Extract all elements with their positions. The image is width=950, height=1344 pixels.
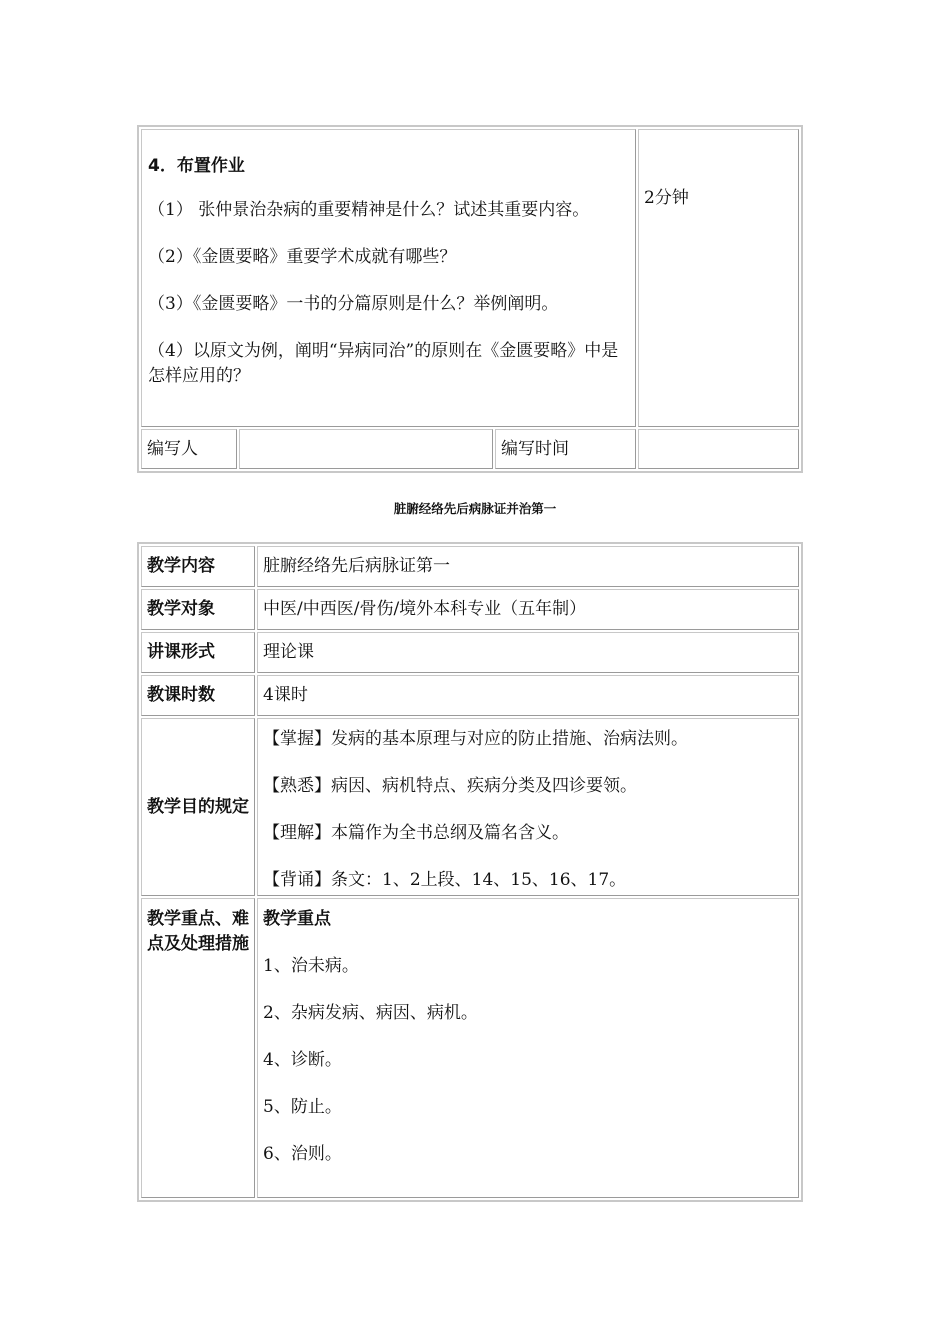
lesson-plan-table bbox=[137, 542, 803, 1202]
goal-item: 【掌握】发病的基本原理与对应的防止措施、治病法则。 bbox=[263, 729, 688, 749]
goal-value bbox=[257, 718, 799, 896]
homework-item: （3）《金匮要略》一书的分篇原则是什么？举例阐明。 bbox=[148, 294, 559, 314]
time-value bbox=[638, 429, 799, 469]
key-item: 6、治则。 bbox=[263, 1144, 342, 1164]
key-item: 4、诊断。 bbox=[263, 1050, 342, 1070]
key-item: 1、治未病。 bbox=[263, 956, 359, 976]
goal-item: 【背诵】条文：1、2上段、14、15、16、17。 bbox=[263, 870, 627, 890]
key-value bbox=[257, 898, 799, 1198]
key-label: 教学重点、难点及处理措施 bbox=[141, 898, 255, 1198]
goal-item: 【理解】本篇作为全书总纲及篇名含义。 bbox=[263, 823, 569, 843]
goal-label: 教学目的规定 bbox=[141, 718, 255, 896]
row-label: 讲课形式 bbox=[141, 632, 255, 673]
row-value: 中医/中西医/骨伤/境外本科专业（五年制） bbox=[257, 589, 799, 630]
author-value bbox=[239, 429, 493, 469]
homework-item: （2）《金匮要略》重要学术成就有哪些？ bbox=[148, 247, 457, 267]
homework-heading: 4．布置作业 bbox=[148, 156, 245, 176]
row-label: 教学对象 bbox=[141, 589, 255, 630]
row-value: 理论课 bbox=[257, 632, 799, 673]
table-row bbox=[141, 546, 799, 587]
homework-item: （1） 张仲景治杂病的重要精神是什么？试述其重要内容。 bbox=[148, 200, 590, 220]
table-row bbox=[141, 632, 799, 673]
table-row bbox=[141, 898, 799, 1198]
key-item: 2、杂病发病、病因、病机。 bbox=[263, 1003, 478, 1023]
table-row bbox=[141, 675, 799, 716]
key-item: 5、防止。 bbox=[263, 1097, 342, 1117]
row-value: 4课时 bbox=[257, 675, 799, 716]
table-row bbox=[141, 718, 799, 896]
homework-item: （4）以原文为例，阐明“异病同治”的原则在《金匮要略》中是怎样应用的？ bbox=[148, 341, 619, 386]
table-row bbox=[141, 589, 799, 630]
author-label: 编写人 bbox=[141, 429, 237, 469]
section-title: 脏腑经络先后病脉证并治第一 bbox=[393, 501, 557, 516]
time-label: 编写时间 bbox=[495, 429, 636, 469]
key-heading: 教学重点 bbox=[263, 909, 331, 929]
row-value: 脏腑经络先后病脉证第一 bbox=[257, 546, 799, 587]
row-label: 教学内容 bbox=[141, 546, 255, 587]
row-label: 教课时数 bbox=[141, 675, 255, 716]
goal-item: 【熟悉】病因、病机特点、疾病分类及四诊要领。 bbox=[263, 776, 637, 796]
homework-cell bbox=[141, 129, 636, 427]
duration-cell: 2分钟 bbox=[638, 129, 799, 427]
homework-table bbox=[137, 125, 803, 473]
